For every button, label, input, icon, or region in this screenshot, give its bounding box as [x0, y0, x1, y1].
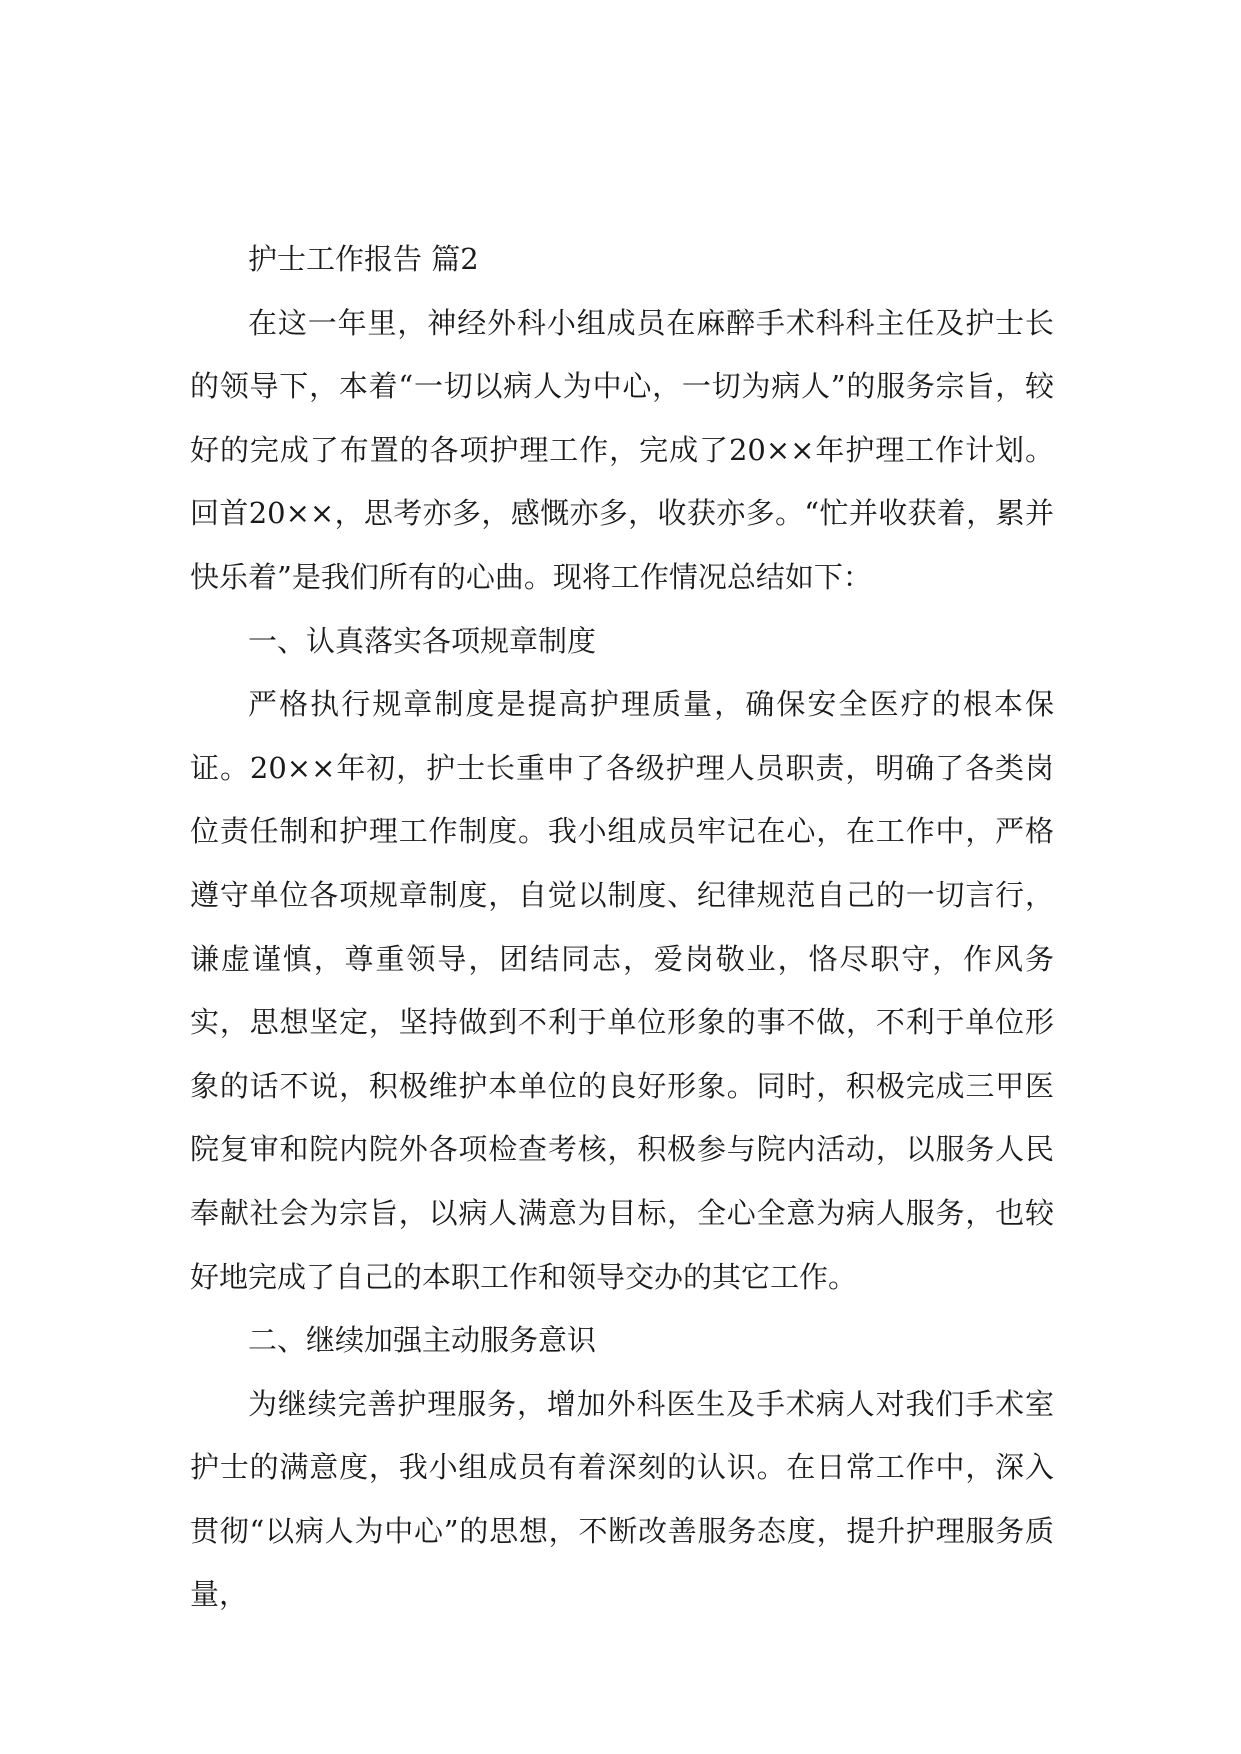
section-paragraph-1: 严格执行规章制度是提高护理质量，确保安全医疗的根本保证。20××年初，护士长重申了各级护理人员职责，明确了各类岗位责任制和护理工作制度。我小组成员牢记在心，在工作中，严格遵守单位各项规章制度，自觉以制度、纪律规范自己的一切言行，谦虚谨慎，尊重领导，团结同志，爱岗敬业，恪尽职守，作风务实，思想坚定，坚持做到不利于单位形象的事不做，不利于单位形象的话不说，积极维护本单位的良好形象。同时，积极完成三甲医院复审和院内院外各项检查考核，积极参与院内活动，以服务人民奉献社会为宗旨，以病人满意为目标，全心全意为病人服务，也较好地完成了自己的本职工作和领导交办的其它工作。	[190, 687, 1054, 1294]
document-title: 护士工作报告 篇2	[248, 242, 479, 276]
section-heading-1: 一、认真落实各项规章制度	[248, 623, 597, 658]
section-paragraph-2: 为继续完善护理服务，增加外科医生及手术病人对我们手术室护士的满意度，我小组成员有着深刻的认识。在日常工作中，深入贯彻“以病人为中心”的思想，不断改善服务态度，提升护理服务质量，	[190, 1386, 1054, 1612]
section-heading-2: 二、继续加强主动服务意识	[248, 1323, 597, 1358]
document-body	[190, 228, 1054, 1627]
intro-paragraph: 在这一年里，神经外科小组成员在麻醉手术科科主任及护士长的领导下，本着“一切以病人为中心，一切为病人”的服务宗旨，较好的完成了布置的各项护理工作，完成了20××年护理工作计划。回首20××，思考亦多，感慨亦多，收获亦多。“忙并收获着，累并快乐着”是我们所有的心曲。现将工作情况总结如下：	[190, 305, 1054, 594]
